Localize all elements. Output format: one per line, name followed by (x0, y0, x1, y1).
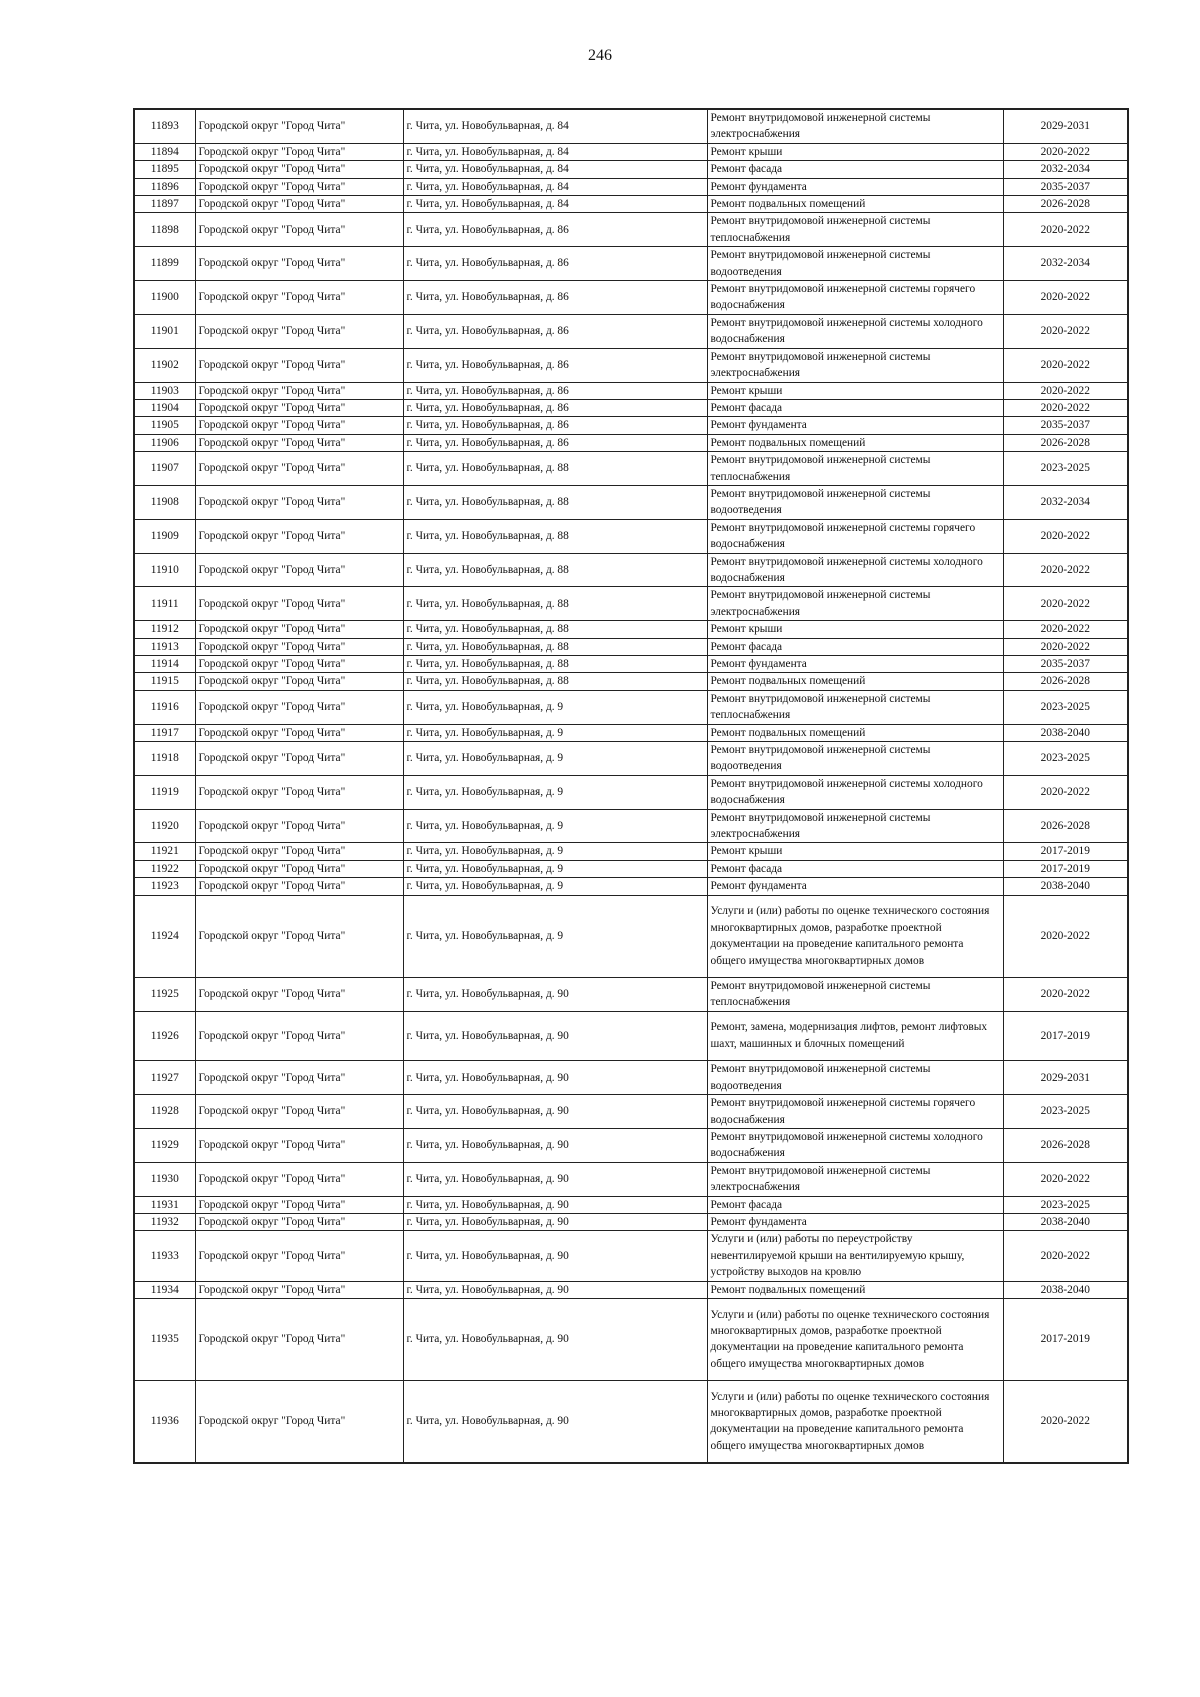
address-cell: г. Чита, ул. Новобульварная, д. 90 (403, 1128, 707, 1162)
period-cell: 2020-2022 (1003, 587, 1128, 621)
municipality-cell: Городской округ "Город Чита" (195, 1128, 403, 1162)
table-row (134, 553, 1128, 587)
address-cell: г. Чита, ул. Новобульварная, д. 90 (403, 1213, 707, 1230)
table-row (134, 621, 1128, 638)
address-cell: г. Чита, ул. Новобульварная, д. 84 (403, 143, 707, 160)
address-cell: г. Чита, ул. Новобульварная, д. 90 (403, 1231, 707, 1281)
table-row (134, 673, 1128, 690)
period-cell: 2035-2037 (1003, 417, 1128, 434)
table-row (134, 1128, 1128, 1162)
municipality-cell: Городской округ "Город Чита" (195, 1298, 403, 1380)
address-cell: г. Чита, ул. Новобульварная, д. 84 (403, 161, 707, 178)
row-number: 11917 (134, 724, 195, 741)
work-type-cell: Ремонт внутридомовой инженерной системы теплоснабжения (707, 977, 1003, 1011)
row-number: 11933 (134, 1231, 195, 1281)
work-type-cell: Ремонт внутридомовой инженерной системы электроснабжения (707, 348, 1003, 382)
municipality-cell: Городской округ "Город Чита" (195, 656, 403, 673)
work-type-cell: Ремонт внутридомовой инженерной системы водоотведения (707, 247, 1003, 281)
work-type-cell: Ремонт фундамента (707, 656, 1003, 673)
table-row (134, 1196, 1128, 1213)
work-type-cell: Ремонт подвальных помещений (707, 673, 1003, 690)
municipality-cell: Городской округ "Город Чита" (195, 895, 403, 977)
table-row (134, 399, 1128, 416)
table-row (134, 1095, 1128, 1129)
table-row (134, 977, 1128, 1011)
work-type-cell: Услуги и (или) работы по переустройству невентилируемой крыши на вентилируемую крышу, устройству выходов на кровлю (707, 1231, 1003, 1281)
row-number: 11900 (134, 281, 195, 315)
work-type-cell: Ремонт подвальных помещений (707, 434, 1003, 451)
row-number: 11910 (134, 553, 195, 587)
address-cell: г. Чита, ул. Новобульварная, д. 84 (403, 109, 707, 143)
municipality-cell: Городской округ "Город Чита" (195, 724, 403, 741)
table-row (134, 109, 1128, 143)
municipality-cell: Городской округ "Город Чита" (195, 417, 403, 434)
municipality-cell: Городской округ "Город Чита" (195, 382, 403, 399)
period-cell: 2032-2034 (1003, 247, 1128, 281)
work-type-cell: Ремонт фасада (707, 399, 1003, 416)
row-number: 11912 (134, 621, 195, 638)
work-type-cell: Ремонт фасада (707, 1196, 1003, 1213)
municipality-cell: Городской округ "Город Чита" (195, 742, 403, 776)
period-cell: 2020-2022 (1003, 281, 1128, 315)
municipality-cell: Городской округ "Город Чита" (195, 434, 403, 451)
table-row (134, 382, 1128, 399)
row-number: 11909 (134, 519, 195, 553)
table-row (134, 178, 1128, 195)
address-cell: г. Чита, ул. Новобульварная, д. 84 (403, 196, 707, 213)
period-cell: 2038-2040 (1003, 1213, 1128, 1230)
table-row (134, 1162, 1128, 1196)
table-row (134, 690, 1128, 724)
address-cell: г. Чита, ул. Новобульварная, д. 84 (403, 178, 707, 195)
row-number: 11924 (134, 895, 195, 977)
period-cell: 2020-2022 (1003, 314, 1128, 348)
period-cell: 2023-2025 (1003, 742, 1128, 776)
work-type-cell: Ремонт внутридомовой инженерной системы электроснабжения (707, 1162, 1003, 1196)
address-cell: г. Чита, ул. Новобульварная, д. 9 (403, 878, 707, 895)
address-cell: г. Чита, ул. Новобульварная, д. 88 (403, 519, 707, 553)
address-cell: г. Чита, ул. Новобульварная, д. 86 (403, 281, 707, 315)
table-row (134, 742, 1128, 776)
row-number: 11930 (134, 1162, 195, 1196)
table-row (134, 161, 1128, 178)
row-number: 11916 (134, 690, 195, 724)
work-type-cell: Ремонт внутридомовой инженерной системы холодного водоснабжения (707, 775, 1003, 809)
address-cell: г. Чита, ул. Новобульварная, д. 90 (403, 977, 707, 1011)
address-cell: г. Чита, ул. Новобульварная, д. 88 (403, 621, 707, 638)
period-cell: 2020-2022 (1003, 775, 1128, 809)
address-cell: г. Чита, ул. Новобульварная, д. 88 (403, 553, 707, 587)
work-type-cell: Ремонт фасада (707, 161, 1003, 178)
work-type-cell: Ремонт подвальных помещений (707, 196, 1003, 213)
municipality-cell: Городской округ "Город Чита" (195, 1095, 403, 1129)
address-cell: г. Чита, ул. Новобульварная, д. 90 (403, 1095, 707, 1129)
address-cell: г. Чита, ул. Новобульварная, д. 9 (403, 690, 707, 724)
row-number: 11922 (134, 860, 195, 877)
address-cell: г. Чита, ул. Новобульварная, д. 90 (403, 1061, 707, 1095)
work-type-cell: Ремонт крыши (707, 143, 1003, 160)
municipality-cell: Городской округ "Город Чита" (195, 161, 403, 178)
period-cell: 2035-2037 (1003, 656, 1128, 673)
municipality-cell: Городской округ "Город Чита" (195, 1196, 403, 1213)
row-number: 11936 (134, 1380, 195, 1463)
row-number: 11915 (134, 673, 195, 690)
work-type-cell: Услуги и (или) работы по оценке технического состояния многоквартирных домов, разработке проектной документации на проведение капитального ремонта общего имущества многоквартирных домов (707, 895, 1003, 977)
period-cell: 2017-2019 (1003, 860, 1128, 877)
period-cell: 2020-2022 (1003, 1162, 1128, 1196)
address-cell: г. Чита, ул. Новобульварная, д. 9 (403, 724, 707, 741)
row-number: 11931 (134, 1196, 195, 1213)
address-cell: г. Чита, ул. Новобульварная, д. 90 (403, 1380, 707, 1463)
municipality-cell: Городской округ "Город Чита" (195, 143, 403, 160)
work-type-cell: Ремонт, замена, модернизация лифтов, ремонт лифтовых шахт, машинных и блочных помещений (707, 1011, 1003, 1061)
work-type-cell: Ремонт фундамента (707, 1213, 1003, 1230)
municipality-cell: Городской округ "Город Чита" (195, 977, 403, 1011)
municipality-cell: Городской округ "Город Чита" (195, 1213, 403, 1230)
address-cell: г. Чита, ул. Новобульварная, д. 86 (403, 399, 707, 416)
work-type-cell: Ремонт внутридомовой инженерной системы горячего водоснабжения (707, 519, 1003, 553)
municipality-cell: Городской округ "Город Чита" (195, 587, 403, 621)
row-number: 11905 (134, 417, 195, 434)
period-cell: 2020-2022 (1003, 895, 1128, 977)
row-number: 11893 (134, 109, 195, 143)
municipality-cell: Городской округ "Город Чита" (195, 452, 403, 486)
row-number: 11896 (134, 178, 195, 195)
municipality-cell: Городской округ "Город Чита" (195, 673, 403, 690)
work-type-cell: Ремонт подвальных помещений (707, 724, 1003, 741)
municipality-cell: Городской округ "Город Чита" (195, 775, 403, 809)
municipality-cell: Городской округ "Город Чита" (195, 348, 403, 382)
address-cell: г. Чита, ул. Новобульварная, д. 88 (403, 656, 707, 673)
address-cell: г. Чита, ул. Новобульварная, д. 86 (403, 213, 707, 247)
period-cell: 2026-2028 (1003, 809, 1128, 843)
municipality-cell: Городской округ "Город Чита" (195, 109, 403, 143)
row-number: 11894 (134, 143, 195, 160)
municipality-cell: Городской округ "Город Чита" (195, 809, 403, 843)
row-number: 11923 (134, 878, 195, 895)
municipality-cell: Городской округ "Город Чита" (195, 314, 403, 348)
table-row (134, 434, 1128, 451)
address-cell: г. Чита, ул. Новобульварная, д. 90 (403, 1162, 707, 1196)
address-cell: г. Чита, ул. Новобульварная, д. 88 (403, 485, 707, 519)
address-cell: г. Чита, ул. Новобульварная, д. 9 (403, 809, 707, 843)
period-cell: 2026-2028 (1003, 673, 1128, 690)
table-row (134, 485, 1128, 519)
work-type-cell: Ремонт крыши (707, 382, 1003, 399)
table-row (134, 452, 1128, 486)
table-row (134, 196, 1128, 213)
municipality-cell: Городской округ "Город Чита" (195, 213, 403, 247)
municipality-cell: Городской округ "Город Чита" (195, 1011, 403, 1061)
table-row (134, 1011, 1128, 1061)
period-cell: 2026-2028 (1003, 196, 1128, 213)
period-cell: 2023-2025 (1003, 690, 1128, 724)
period-cell: 2020-2022 (1003, 519, 1128, 553)
period-cell: 2020-2022 (1003, 553, 1128, 587)
row-number: 11911 (134, 587, 195, 621)
table-row (134, 1061, 1128, 1095)
municipality-cell: Городской округ "Город Чита" (195, 196, 403, 213)
row-number: 11914 (134, 656, 195, 673)
address-cell: г. Чита, ул. Новобульварная, д. 90 (403, 1298, 707, 1380)
period-cell: 2020-2022 (1003, 399, 1128, 416)
table-row (134, 247, 1128, 281)
table-row (134, 1380, 1128, 1463)
work-type-cell: Ремонт фундамента (707, 417, 1003, 434)
municipality-cell: Городской округ "Город Чита" (195, 247, 403, 281)
address-cell: г. Чита, ул. Новобульварная, д. 88 (403, 452, 707, 486)
work-type-cell: Ремонт внутридомовой инженерной системы водоотведения (707, 742, 1003, 776)
address-cell: г. Чита, ул. Новобульварная, д. 86 (403, 434, 707, 451)
table-row (134, 843, 1128, 860)
row-number: 11918 (134, 742, 195, 776)
row-number: 11903 (134, 382, 195, 399)
row-number: 11898 (134, 213, 195, 247)
work-type-cell: Ремонт внутридомовой инженерной системы теплоснабжения (707, 690, 1003, 724)
period-cell: 2020-2022 (1003, 213, 1128, 247)
municipality-cell: Городской округ "Город Чита" (195, 878, 403, 895)
row-number: 11908 (134, 485, 195, 519)
period-cell: 2038-2040 (1003, 878, 1128, 895)
period-cell: 2020-2022 (1003, 1231, 1128, 1281)
work-type-cell: Ремонт крыши (707, 843, 1003, 860)
work-type-cell: Ремонт внутридомовой инженерной системы электроснабжения (707, 809, 1003, 843)
municipality-cell: Городской округ "Город Чита" (195, 399, 403, 416)
row-number: 11929 (134, 1128, 195, 1162)
row-number: 11926 (134, 1011, 195, 1061)
address-cell: г. Чита, ул. Новобульварная, д. 88 (403, 638, 707, 655)
period-cell: 2017-2019 (1003, 1011, 1128, 1061)
work-type-cell: Ремонт фасада (707, 860, 1003, 877)
municipality-cell: Городской округ "Город Чита" (195, 553, 403, 587)
address-cell: г. Чита, ул. Новобульварная, д. 90 (403, 1011, 707, 1061)
period-cell: 2020-2022 (1003, 977, 1128, 1011)
table-row (134, 281, 1128, 315)
work-type-cell: Ремонт крыши (707, 621, 1003, 638)
work-type-cell: Ремонт внутридомовой инженерной системы холодного водоснабжения (707, 314, 1003, 348)
table-row (134, 587, 1128, 621)
row-number: 11928 (134, 1095, 195, 1129)
municipality-cell: Городской округ "Город Чита" (195, 1061, 403, 1095)
work-type-cell: Ремонт внутридомовой инженерной системы водоотведения (707, 485, 1003, 519)
table-row (134, 895, 1128, 977)
municipality-cell: Городской округ "Город Чита" (195, 690, 403, 724)
repair-schedule-table (133, 108, 1129, 1464)
row-number: 11902 (134, 348, 195, 382)
row-number: 11925 (134, 977, 195, 1011)
table-row (134, 143, 1128, 160)
address-cell: г. Чита, ул. Новобульварная, д. 86 (403, 382, 707, 399)
period-cell: 2023-2025 (1003, 452, 1128, 486)
row-number: 11935 (134, 1298, 195, 1380)
table-row (134, 1231, 1128, 1281)
work-type-cell: Ремонт фундамента (707, 878, 1003, 895)
table-row (134, 724, 1128, 741)
municipality-cell: Городской округ "Город Чита" (195, 281, 403, 315)
row-number: 11919 (134, 775, 195, 809)
address-cell: г. Чита, ул. Новобульварная, д. 88 (403, 673, 707, 690)
table-row (134, 417, 1128, 434)
period-cell: 2020-2022 (1003, 348, 1128, 382)
period-cell: 2020-2022 (1003, 621, 1128, 638)
period-cell: 2020-2022 (1003, 1380, 1128, 1463)
period-cell: 2017-2019 (1003, 843, 1128, 860)
municipality-cell: Городской округ "Город Чита" (195, 843, 403, 860)
row-number: 11901 (134, 314, 195, 348)
work-type-cell: Ремонт внутридомовой инженерной системы горячего водоснабжения (707, 1095, 1003, 1129)
municipality-cell: Городской округ "Город Чита" (195, 1231, 403, 1281)
table-row (134, 656, 1128, 673)
address-cell: г. Чита, ул. Новобульварная, д. 86 (403, 314, 707, 348)
row-number: 11906 (134, 434, 195, 451)
work-type-cell: Ремонт фасада (707, 638, 1003, 655)
period-cell: 2038-2040 (1003, 1281, 1128, 1298)
address-cell: г. Чита, ул. Новобульварная, д. 9 (403, 775, 707, 809)
municipality-cell: Городской округ "Город Чита" (195, 519, 403, 553)
municipality-cell: Городской округ "Город Чита" (195, 178, 403, 195)
address-cell: г. Чита, ул. Новобульварная, д. 9 (403, 895, 707, 977)
period-cell: 2020-2022 (1003, 382, 1128, 399)
row-number: 11895 (134, 161, 195, 178)
municipality-cell: Городской округ "Город Чита" (195, 621, 403, 638)
row-number: 11920 (134, 809, 195, 843)
table-row (134, 348, 1128, 382)
period-cell: 2026-2028 (1003, 1128, 1128, 1162)
work-type-cell: Ремонт внутридомовой инженерной системы электроснабжения (707, 109, 1003, 143)
period-cell: 2017-2019 (1003, 1298, 1128, 1380)
period-cell: 2023-2025 (1003, 1095, 1128, 1129)
period-cell: 2035-2037 (1003, 178, 1128, 195)
table-row (134, 314, 1128, 348)
work-type-cell: Ремонт внутридомовой инженерной системы горячего водоснабжения (707, 281, 1003, 315)
work-type-cell: Ремонт подвальных помещений (707, 1281, 1003, 1298)
municipality-cell: Городской округ "Город Чита" (195, 860, 403, 877)
period-cell: 2023-2025 (1003, 1196, 1128, 1213)
table-row (134, 775, 1128, 809)
table-row (134, 1298, 1128, 1380)
work-type-cell: Ремонт внутридомовой инженерной системы холодного водоснабжения (707, 553, 1003, 587)
work-type-cell: Ремонт внутридомовой инженерной системы электроснабжения (707, 587, 1003, 621)
table-row (134, 878, 1128, 895)
table-row (134, 1213, 1128, 1230)
row-number: 11927 (134, 1061, 195, 1095)
row-number: 11907 (134, 452, 195, 486)
row-number: 11934 (134, 1281, 195, 1298)
address-cell: г. Чита, ул. Новобульварная, д. 9 (403, 860, 707, 877)
work-type-cell: Ремонт внутридомовой инженерной системы холодного водоснабжения (707, 1128, 1003, 1162)
row-number: 11899 (134, 247, 195, 281)
work-type-cell: Ремонт фундамента (707, 178, 1003, 195)
work-type-cell: Ремонт внутридомовой инженерной системы теплоснабжения (707, 213, 1003, 247)
table-row (134, 1281, 1128, 1298)
address-cell: г. Чита, ул. Новобульварная, д. 9 (403, 843, 707, 860)
municipality-cell: Городской округ "Город Чита" (195, 485, 403, 519)
address-cell: г. Чита, ул. Новобульварная, д. 88 (403, 587, 707, 621)
row-number: 11913 (134, 638, 195, 655)
period-cell: 2020-2022 (1003, 143, 1128, 160)
work-type-cell: Ремонт внутридомовой инженерной системы теплоснабжения (707, 452, 1003, 486)
municipality-cell: Городской округ "Город Чита" (195, 1380, 403, 1463)
period-cell: 2032-2034 (1003, 161, 1128, 178)
table-row (134, 860, 1128, 877)
row-number: 11932 (134, 1213, 195, 1230)
table-row (134, 809, 1128, 843)
row-number: 11921 (134, 843, 195, 860)
address-cell: г. Чита, ул. Новобульварная, д. 86 (403, 247, 707, 281)
row-number: 11904 (134, 399, 195, 416)
address-cell: г. Чита, ул. Новобульварная, д. 9 (403, 742, 707, 776)
address-cell: г. Чита, ул. Новобульварная, д. 86 (403, 417, 707, 434)
address-cell: г. Чита, ул. Новобульварная, д. 90 (403, 1196, 707, 1213)
page-number: 246 (588, 47, 612, 64)
table-row (134, 213, 1128, 247)
municipality-cell: Городской округ "Город Чита" (195, 1162, 403, 1196)
row-number: 11897 (134, 196, 195, 213)
period-cell: 2026-2028 (1003, 434, 1128, 451)
address-cell: г. Чита, ул. Новобульварная, д. 86 (403, 348, 707, 382)
work-type-cell: Услуги и (или) работы по оценке технического состояния многоквартирных домов, разработке проектной документации на проведение капитального ремонта общего имущества многоквартирных домов (707, 1298, 1003, 1380)
table-body (134, 109, 1128, 1463)
period-cell: 2029-2031 (1003, 109, 1128, 143)
work-type-cell: Услуги и (или) работы по оценке технического состояния многоквартирных домов, разработке проектной документации на проведение капитального ремонта общего имущества многоквартирных домов (707, 1380, 1003, 1463)
period-cell: 2032-2034 (1003, 485, 1128, 519)
municipality-cell: Городской округ "Город Чита" (195, 1281, 403, 1298)
table-row (134, 519, 1128, 553)
work-type-cell: Ремонт внутридомовой инженерной системы водоотведения (707, 1061, 1003, 1095)
address-cell: г. Чита, ул. Новобульварная, д. 90 (403, 1281, 707, 1298)
period-cell: 2029-2031 (1003, 1061, 1128, 1095)
period-cell: 2038-2040 (1003, 724, 1128, 741)
table-row (134, 638, 1128, 655)
period-cell: 2020-2022 (1003, 638, 1128, 655)
municipality-cell: Городской округ "Город Чита" (195, 638, 403, 655)
